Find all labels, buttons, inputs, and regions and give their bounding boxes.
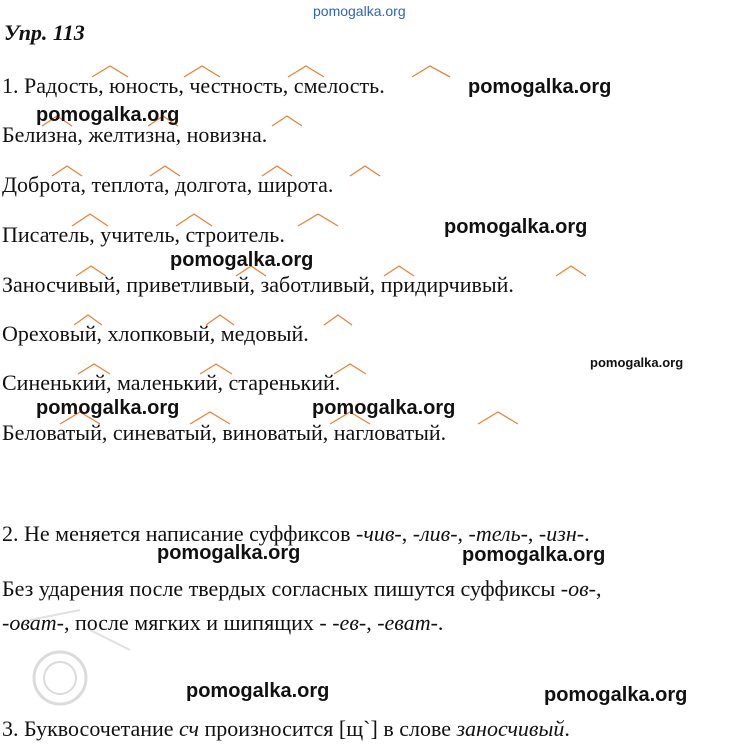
copyright-stamp xyxy=(20,600,150,710)
watermark: pomogalka.org xyxy=(36,104,180,126)
suffix-ov: -ов- xyxy=(560,576,596,601)
period: . xyxy=(584,521,590,546)
line-1: 1. Радость, юность, честность, смелость. xyxy=(2,73,385,98)
section3-text: произносится [щ`] в слове xyxy=(199,716,457,741)
watermark: pomogalka.org xyxy=(462,544,606,566)
line-8: Беловатый, синеватый, виноватый, нагловатый. xyxy=(2,420,447,445)
section2-line2 xyxy=(2,576,601,602)
line-7: Синенький, маленький, старенький. xyxy=(2,370,341,395)
watermark: pomogalka.org xyxy=(170,249,314,271)
section3-text: 3. Буквосочетание xyxy=(2,716,180,741)
watermark: pomogalka.org xyxy=(544,684,688,706)
period: . xyxy=(564,716,570,741)
suffix-tel: -тель- xyxy=(468,521,528,546)
line-2: Белизна, желтизна, новизна. xyxy=(2,122,268,147)
watermark: pomogalka.org xyxy=(312,397,456,419)
section3-line xyxy=(2,716,570,742)
separator: , xyxy=(401,521,413,546)
suffix-arc xyxy=(478,412,518,424)
site-watermark-top: pomogalka.org xyxy=(313,3,406,19)
suffix-arc xyxy=(298,214,338,226)
watermark: pomogalka.org xyxy=(468,76,612,98)
line-5: Заносчивый, приветливый, заботливый, придирчивый. xyxy=(2,272,514,297)
watermark: pomogalka.org xyxy=(157,542,301,564)
separator: , xyxy=(366,610,378,635)
line-3: Доброта, теплота, долгота, широта. xyxy=(2,172,334,197)
suffix-chiv: -чив- xyxy=(356,521,402,546)
letter-combo: сч xyxy=(179,716,200,741)
line-4: Писатель, учитель, строитель. xyxy=(2,222,285,247)
suffix-izn: -изн- xyxy=(538,521,585,546)
exercise-title: Упр. 113 xyxy=(4,20,85,45)
suffix-liv: -лив- xyxy=(412,521,458,546)
separator: , xyxy=(457,521,469,546)
section2-text: Без ударения после твердых согласных пишутся суффиксы xyxy=(2,576,561,601)
comma: , xyxy=(595,576,602,601)
suffix-arc xyxy=(272,116,302,126)
suffix-evat: -еват- xyxy=(377,610,438,635)
suffix-arc xyxy=(412,66,450,77)
line-6: Ореховый, хлопковый, медовый. xyxy=(2,321,309,346)
watermark: pomogalka.org xyxy=(444,216,588,238)
example-word: заносчивый xyxy=(456,716,565,741)
watermark-small: pomogalka.org xyxy=(590,355,684,370)
suffix-ovat: -оват- xyxy=(2,610,64,635)
suffix-arc xyxy=(350,166,380,176)
period: . xyxy=(437,610,444,635)
section2-text: 2. Не меняется написание суффиксов xyxy=(2,521,357,546)
watermark: pomogalka.org xyxy=(36,397,180,419)
suffix-arc xyxy=(324,315,352,325)
watermark: pomogalka.org xyxy=(186,680,330,702)
suffix-arc xyxy=(556,266,586,276)
suffix-ev: -ев- xyxy=(332,610,367,635)
section2-text: , после мягких и шипящих - xyxy=(63,610,333,635)
separator: , xyxy=(527,521,539,546)
